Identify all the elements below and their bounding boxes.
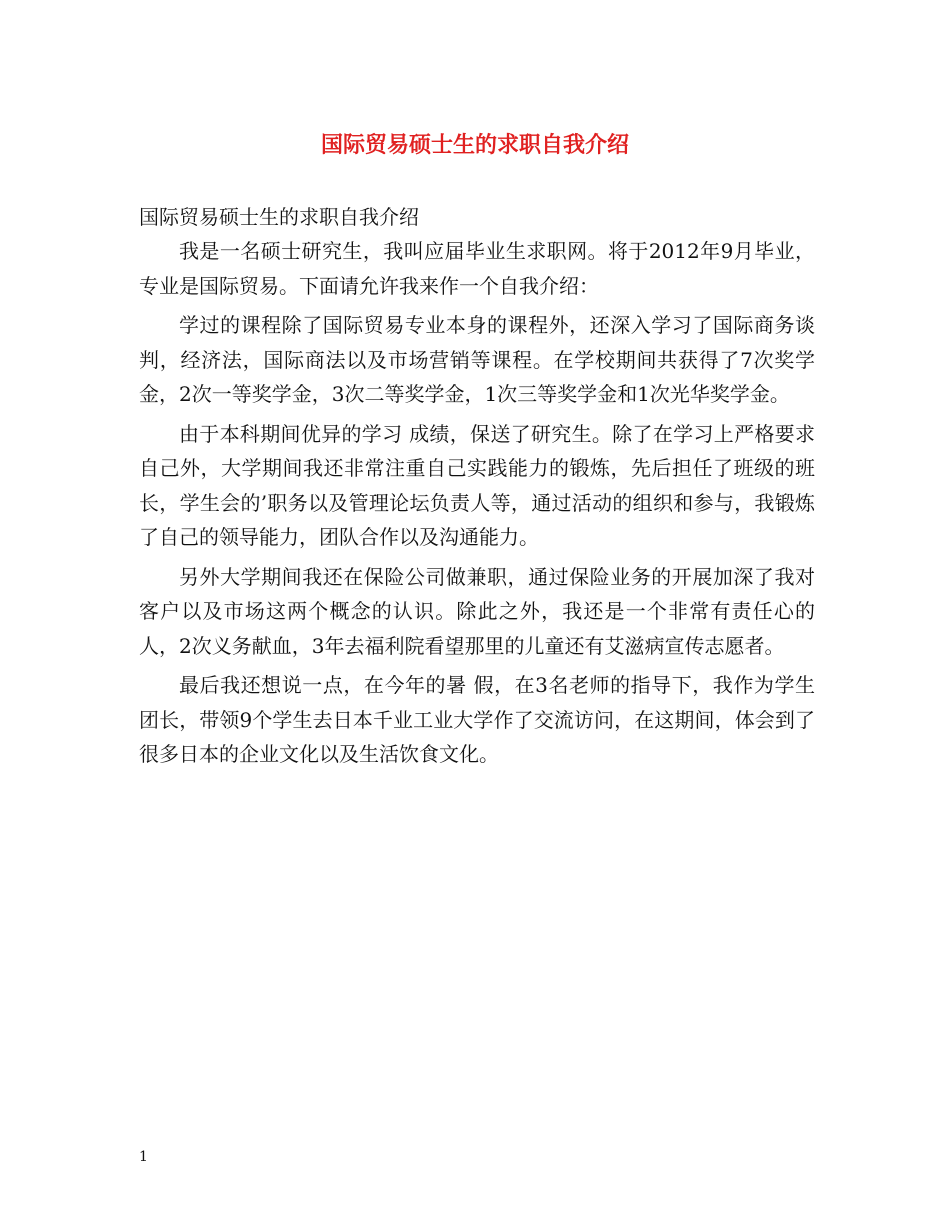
paragraph-exchange: 最后我还想说一点，在今年的暑 假，在3名老师的指导下，我作为学生团长，带领9个学生去日本千业工业大学作了交流访问，在这期间，体会到了很多日本的企业文化以及生活饮食文化。 [139, 673, 815, 766]
page-number: 1 [139, 1149, 148, 1165]
paragraph-intro: 我是一名硕士研究生，我叫应届毕业生求职网。将于2012年9月毕业，专业是国际贸易。下面请允许我来作一个自我介绍： [139, 239, 815, 298]
paragraph-volunteer: 另外大学期间我还在保险公司做兼职，通过保险业务的开展加深了我对客户以及市场这两个概念的认识。除此之外，我还是一个非常有责任心的人，2次义务献血，3年去福利院看望那里的儿童还有艾滋病宣传志愿者。 [139, 564, 815, 658]
document-title: 国际贸易硕士生的求职自我介绍 [320, 133, 629, 158]
paragraph-courses: 学过的课程除了国际贸易专业本身的课程外，还深入学习了国际商务谈判，经济法，国际商法以及市场营销等课程。在学校期间共获得了7次奖学金，2次一等奖学金，3次二等奖学金，1次三等奖学金和1次光华奖学金。 [139, 313, 815, 406]
paragraph-leadership: 由于本科期间优异的学习 成绩，保送了研究生。除了在学习上严格要求自己外，大学期间我还非常注重自己实践能力的锻炼，先后担任了班级的班长，学生会的’职务以及管理论坛负责人等，通过活动的组织和参与，我锻炼了自己的领导能力，团队合作以及沟通能力。 [139, 421, 815, 549]
document-heading: 国际贸易硕士生的求职自我介绍 [139, 205, 419, 229]
document-body [139, 200, 815, 777]
